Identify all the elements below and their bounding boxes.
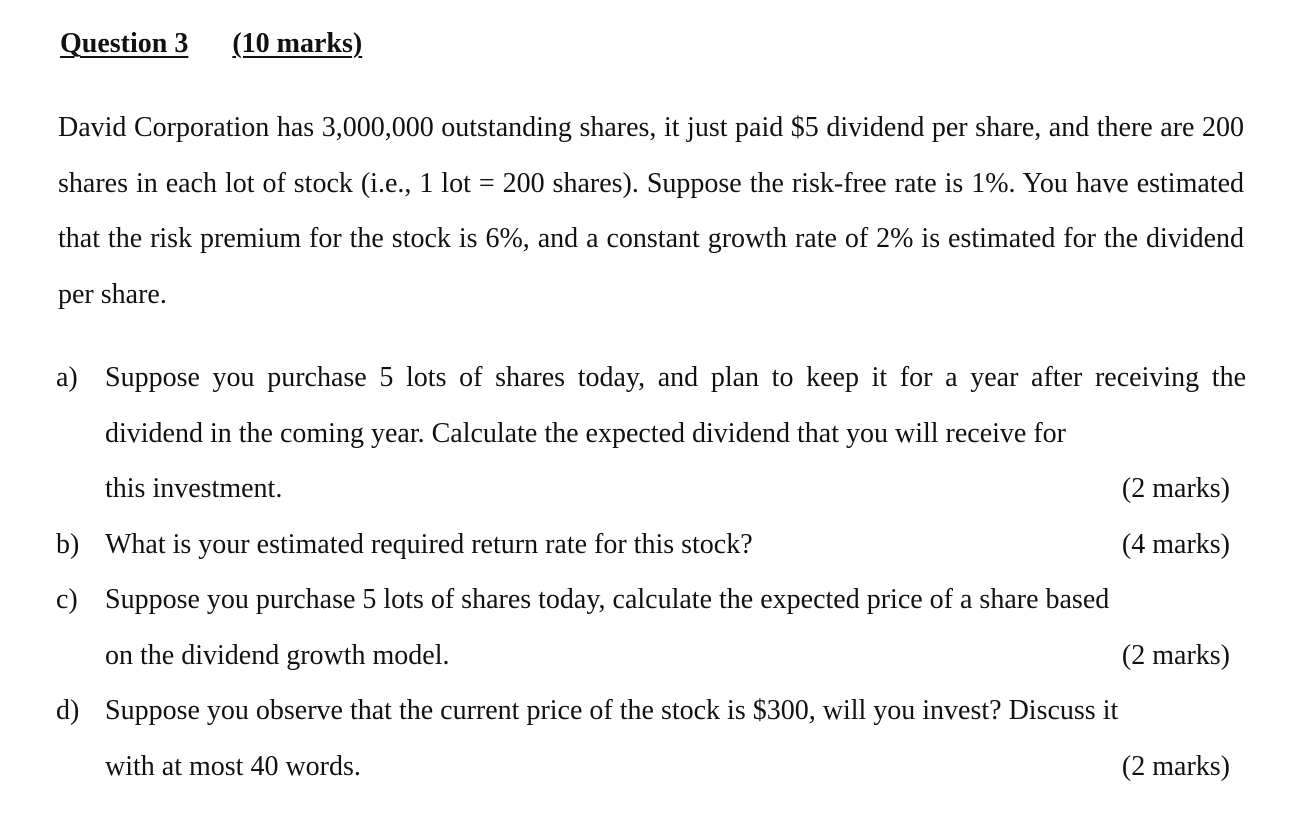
- sub-question-text: What is your estimated required return rate for this stock?: [105, 528, 753, 560]
- sub-question-c: [56, 572, 1246, 683]
- sub-question-d: [56, 683, 1246, 794]
- question-intro-paragraph: David Corporation has 3,000,000 outstanding shares, it just paid $5 dividend per share, and there are 200 shares in each lot of stock (i.e., 1 lot = 200 shares). Suppose the risk-free rate is 1%. You have estimated that the risk premium for the stock is 6%, and a constant growth rate of 2% is estimated for the dividend per share.: [58, 112, 1244, 310]
- sub-question-marks: (2 marks): [1121, 473, 1230, 504]
- sub-question-letter: b): [56, 528, 80, 560]
- sub-question-text: Suppose you purchase 5 lots of shares today, and plan to keep it for a year after receiving the dividend in the coming year. Calculate the expected dividend that you will receive for: [105, 362, 1246, 449]
- sub-question-text: Suppose you purchase 5 lots of shares today, calculate the expected price of a share based: [105, 584, 1110, 615]
- sub-question-text: Suppose you observe that the current price of the stock is $300, will you invest? Discuss it: [105, 695, 1119, 726]
- sub-question-letter: a): [56, 362, 78, 393]
- heading-gap: [188, 26, 232, 62]
- sub-question-last-line: [105, 461, 1246, 517]
- sub-question-last-line: [105, 628, 1246, 684]
- sub-question-a: [56, 350, 1246, 517]
- sub-question-text-end: on the dividend growth model.: [105, 639, 450, 671]
- sub-question-text-end: with at most 40 words.: [105, 750, 361, 782]
- sub-question-text-end: this investment.: [105, 473, 283, 504]
- question-heading: [60, 26, 362, 62]
- sub-question-letter: c): [56, 584, 78, 615]
- question-total-marks: (10 marks): [232, 28, 363, 59]
- sub-question-list: [56, 350, 1246, 794]
- sub-question-marks: (2 marks): [1121, 639, 1230, 671]
- sub-question-marks: (2 marks): [1121, 750, 1230, 782]
- question-title: Question 3: [60, 28, 189, 59]
- sub-question-last-line: [105, 517, 1246, 573]
- sub-question-marks: (4 marks): [1121, 528, 1230, 560]
- sub-question-b: [56, 517, 1246, 573]
- sub-question-letter: d): [56, 695, 80, 726]
- sub-question-last-line: [105, 739, 1246, 795]
